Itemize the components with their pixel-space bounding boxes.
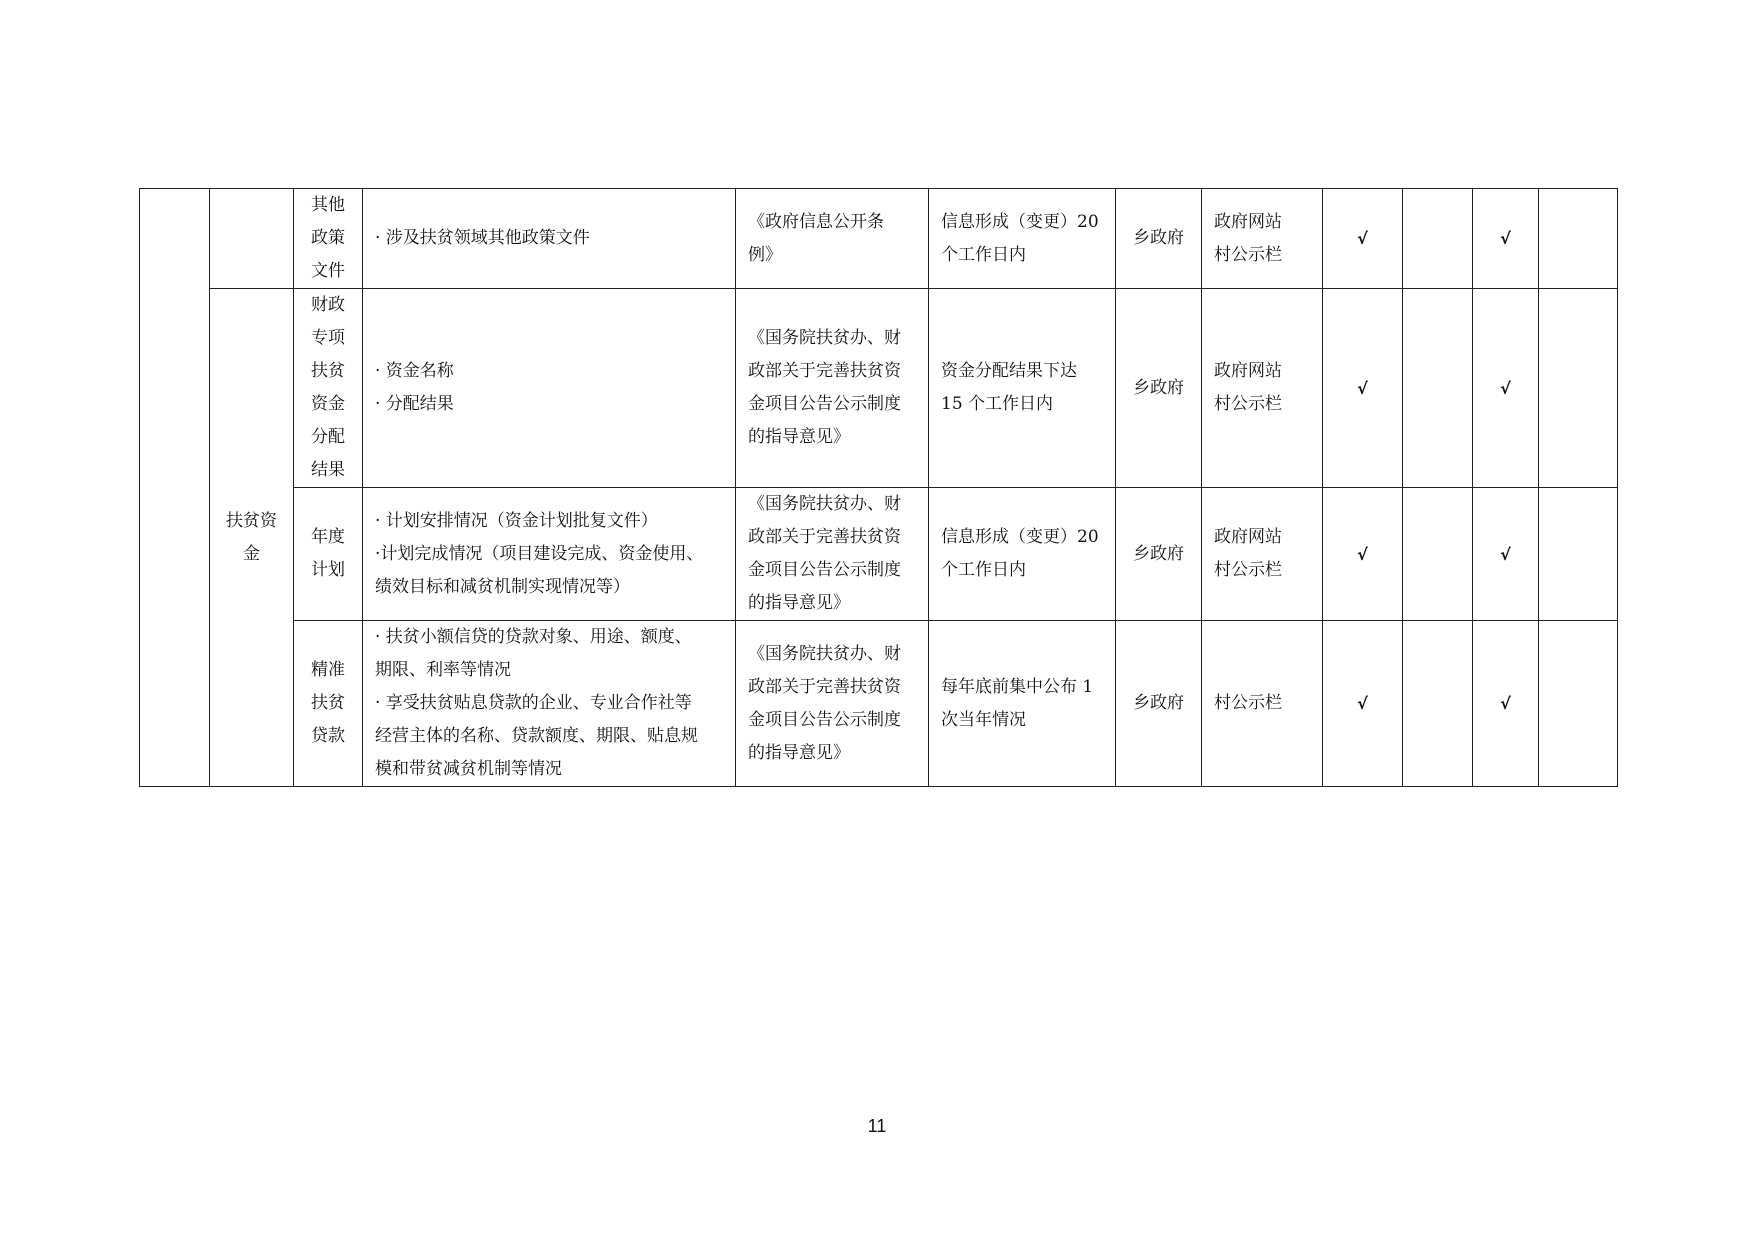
disclosure-table xyxy=(139,188,1618,787)
table-row xyxy=(140,488,1618,621)
check-cell: √ xyxy=(1323,189,1403,289)
check-cell xyxy=(1539,289,1618,488)
table-row xyxy=(140,189,1618,289)
table-row xyxy=(140,621,1618,787)
basis-cell: 《国务院扶贫办、财 政部关于完善扶贫资 金项目公告公示制度 的指导意见》 xyxy=(736,488,929,621)
time-limit-cell: 信息形成（变更）20 个工作日内 xyxy=(929,189,1116,289)
check-cell: √ xyxy=(1323,289,1403,488)
category-cell xyxy=(210,189,294,289)
time-limit-cell: 资金分配结果下达 15 个工作日内 xyxy=(929,289,1116,488)
content-line: · 计划安排情况（资金计划批复文件） xyxy=(375,510,658,531)
table-row xyxy=(140,289,1618,488)
check-cell xyxy=(1403,621,1473,787)
content-cell xyxy=(363,289,736,488)
level1-cell xyxy=(140,189,210,787)
item-cell: 精准 扶贫 贷款 xyxy=(294,621,363,787)
group-category-cell: 扶贫资 金 xyxy=(210,289,294,787)
content-line: · 扶贫小额信贷的贷款对象、用途、额度、 期限、利率等情况 xyxy=(375,627,692,680)
time-limit-cell: 每年底前集中公布 1 次当年情况 xyxy=(929,621,1116,787)
channel-cell: 政府网站 村公示栏 xyxy=(1202,189,1323,289)
check-cell xyxy=(1403,488,1473,621)
content-line: · 分配结果 xyxy=(375,394,454,414)
item-cell: 财政 专项 扶贫 资金 分配 结果 xyxy=(294,289,363,488)
basis-cell: 《国务院扶贫办、财 政部关于完善扶贫资 金项目公告公示制度 的指导意见》 xyxy=(736,621,929,787)
check-cell: √ xyxy=(1473,189,1539,289)
check-cell xyxy=(1403,189,1473,289)
channel-cell: 政府网站 村公示栏 xyxy=(1202,289,1323,488)
check-cell xyxy=(1539,488,1618,621)
check-cell xyxy=(1539,189,1618,289)
check-cell: √ xyxy=(1473,621,1539,787)
channel-cell: 村公示栏 xyxy=(1202,621,1323,787)
page-number: 11 xyxy=(867,1116,887,1136)
content-line: · 涉及扶贫领域其他政策文件 xyxy=(375,228,590,248)
content-line: ·计划完成情况（项目建设完成、资金使用、 绩效目标和减贫机制实现情况等） xyxy=(375,543,704,597)
check-cell: √ xyxy=(1473,289,1539,488)
subject-cell: 乡政府 xyxy=(1116,289,1202,488)
basis-cell: 《国务院扶贫办、财 政部关于完善扶贫资 金项目公告公示制度 的指导意见》 xyxy=(736,289,929,488)
time-limit-cell: 信息形成（变更）20 个工作日内 xyxy=(929,488,1116,621)
subject-cell: 乡政府 xyxy=(1116,488,1202,621)
channel-cell: 政府网站 村公示栏 xyxy=(1202,488,1323,621)
basis-cell: 《政府信息公开条 例》 xyxy=(736,189,929,289)
item-cell: 年度 计划 xyxy=(294,488,363,621)
check-cell xyxy=(1403,289,1473,488)
content-cell xyxy=(363,621,736,787)
content-cell xyxy=(363,488,736,621)
content-line: · 享受扶贫贴息贷款的企业、专业合作社等 经营主体的名称、贷款额度、期限、贴息规 模和带贫减贫机制等情况 xyxy=(375,693,698,779)
content-cell xyxy=(363,189,736,289)
item-cell: 其他 政策 文件 xyxy=(294,189,363,289)
check-cell: √ xyxy=(1323,488,1403,621)
content-line: · 资金名称 xyxy=(375,361,454,381)
check-cell: √ xyxy=(1323,621,1403,787)
check-cell xyxy=(1539,621,1618,787)
subject-cell: 乡政府 xyxy=(1116,189,1202,289)
check-cell: √ xyxy=(1473,488,1539,621)
subject-cell: 乡政府 xyxy=(1116,621,1202,787)
